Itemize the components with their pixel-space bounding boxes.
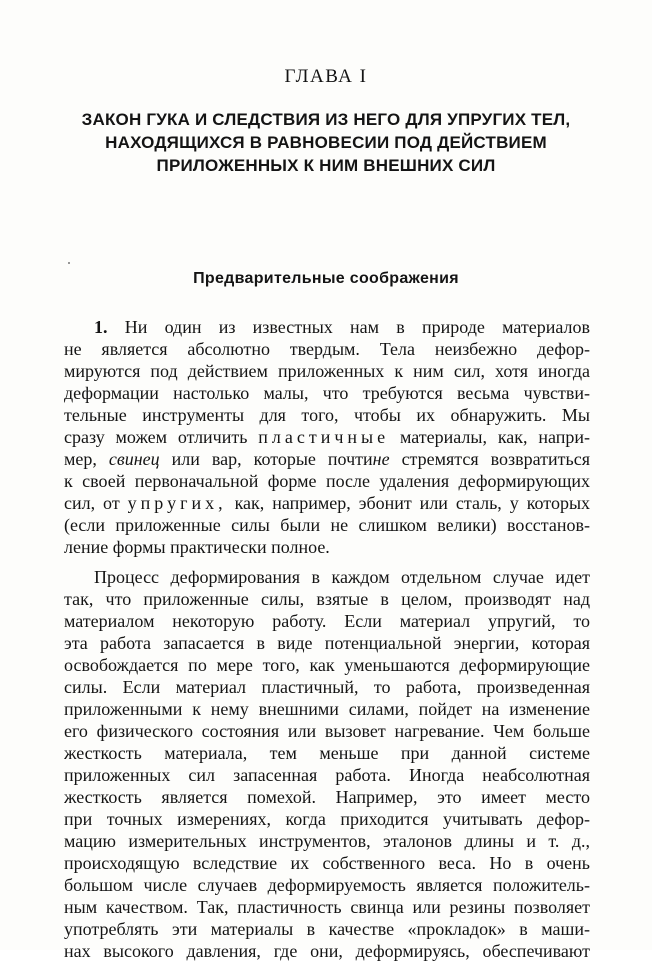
paragraph-2-line-3: материалом некоторую работу. Если материал упругий, то	[64, 611, 590, 631]
paragraph-number: 1.	[94, 317, 108, 337]
paragraph-1-line-2: не является абсолютно твердым. Тела неизбежно дефор-	[64, 339, 590, 359]
paragraph-2-line-6: силы. Если материал пластичный, то работа, произведенная	[64, 677, 590, 697]
paragraph-2-line-16: ным качеством. Так, пластичность свинца или резины позволяет	[64, 897, 590, 917]
paragraph-gap	[64, 558, 590, 566]
paragraph-1-line-10: (если приложенные силы были не слишком велики) восстанов-	[64, 515, 590, 535]
paragraph-1-line-8: к своей первоначальной форме после удаления деформирующих	[64, 471, 590, 491]
spaced-term-plastic: пластичные	[258, 427, 390, 447]
paragraph-2-line-8: его физического состояния или вызовет нагревание. Чем больше	[64, 721, 590, 741]
paragraph-2-line-1: Процесс деформирования в каждом отдельном случае идет	[94, 567, 590, 587]
spaced-term-elastic: упругих,	[127, 493, 227, 513]
paragraph-1-line-7: мер, свинец или вар, которые почтине стремятся возвратиться	[64, 449, 590, 469]
paragraph-2-line-17: употреблять эти материалы в качестве «прокладок» в маши-	[64, 919, 590, 939]
chapter-title-line-3: ПРИЛОЖЕННЫХ К НИМ ВНЕШНИХ СИЛ	[156, 156, 496, 175]
paragraph-2-line-4: эта работа запасается в виде потенциальной энергии, которая	[64, 633, 590, 653]
italic-term-lead: свинец	[108, 449, 160, 469]
chapter-title-line-2: НАХОДЯЩИХСЯ В РАВНОВЕСИИ ПОД ДЕЙСТВИЕМ	[105, 133, 547, 152]
print-speck	[68, 262, 70, 264]
body-text	[64, 316, 590, 962]
paragraph-1-line-1: 1. Ни один из известных нам в природе материалов	[94, 317, 590, 337]
chapter-title-line-1: ЗАКОН ГУКА И СЛЕДСТВИЯ ИЗ НЕГО ДЛЯ УПРУГИХ ТЕЛ,	[81, 110, 571, 129]
paragraph-2-line-14: происходящую вследствие их собственного веса. Но в очень	[64, 853, 590, 873]
paragraph-2-line-7: приложенными к нему внешними силами, пойдет на изменение	[64, 699, 590, 719]
paragraph-2-line-5: освобождается по мере того, как уменьшаются деформирующие	[64, 655, 590, 675]
paragraph-2-line-12: при точных измерениях, когда приходится учитывать дефор-	[64, 809, 590, 829]
paragraph-2-line-13: мацию измерительных инструментов, эталонов длины и т. д.,	[64, 831, 590, 851]
chapter-title	[40, 108, 612, 177]
paragraph-2-line-10: приложенных сил запасенная работа. Иногда неабсолютная	[64, 765, 590, 785]
chapter-label: ГЛАВА I	[284, 66, 368, 87]
italic-term-not: не	[372, 449, 390, 469]
paragraph-2-line-18: нах высокого давления, где они, деформируясь, обеспечивают	[64, 941, 590, 961]
paragraph-2-line-2: так, что приложенные силы, взятые в целом, производят над	[64, 589, 590, 609]
paragraph-2-line-9: жесткость материала, тем меньше при данной системе	[64, 743, 590, 763]
paragraph-1-line-11: ление формы практически полное.	[64, 537, 330, 557]
paragraph-1-line-5: тельные инструменты для того, чтобы их обнаружить. Мы	[64, 405, 590, 425]
paragraph-2-line-15: большом числе случаев деформируемость является положитель-	[64, 875, 590, 895]
paragraph-1-line-9: сил, от упругих, как, например, эбонит или сталь, у которых	[64, 493, 590, 513]
section-title: Предварительные соображения	[193, 270, 459, 287]
paragraph-1-line-4: деформации настолько малы, что требуются весьма чувстви-	[64, 383, 590, 403]
paragraph-2-line-11: жесткость является помехой. Например, это имеет место	[64, 787, 590, 807]
paragraph-1-line-6: сразу можем отличить пластичные материалы, как, напри-	[64, 427, 590, 447]
paragraph-1-line-3: мируются под действием приложенных к ним сил, хотя иногда	[64, 361, 590, 381]
